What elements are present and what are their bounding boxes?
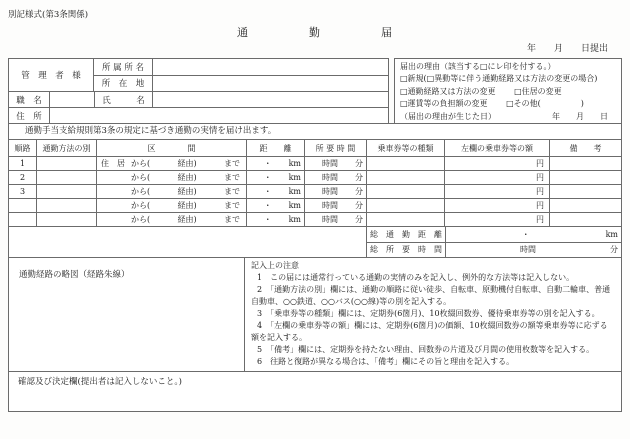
total-distance-unit: km (605, 229, 618, 239)
time-hours: 時間 (322, 159, 338, 168)
route-no: 2 (19, 173, 26, 182)
name-field[interactable] (152, 92, 388, 107)
distance-field[interactable] (246, 213, 304, 226)
notes-panel (244, 258, 621, 371)
table-row (9, 170, 621, 184)
time-field[interactable] (304, 157, 366, 170)
manager-label: 管 理 者 様 (9, 59, 94, 91)
submit-date-line: 年 月 日提出 (526, 44, 608, 54)
section-via: 経由) (177, 215, 197, 224)
total-time-label: 総 所 要 時 間 (370, 245, 442, 255)
name-label: 氏 名 (94, 92, 152, 107)
route-no (9, 213, 36, 226)
note-item: 5 「備考」欄には、定期券を持たない理由、回数券の片道及び月間の使用枚数等を記入する。 (257, 345, 595, 354)
total-distance-dot: ・ (521, 229, 530, 239)
confirmation-box[interactable] (9, 371, 621, 411)
header-fare: 左欄の乗車券等の額 (444, 140, 549, 156)
reason-option-fare-change[interactable]: □運賃等の負担額の変更 (400, 99, 488, 109)
section-via: 経由) (177, 173, 197, 182)
total-distance-label: 総 通 勤 距 離 (370, 229, 442, 239)
note-item: 6 往路と復路が異なる場合は、「備考」欄にその旨と理由を記入する。 (257, 357, 515, 366)
totals-rows (9, 226, 621, 257)
time-field[interactable] (304, 213, 366, 226)
remarks-field[interactable] (549, 213, 621, 226)
fare-field[interactable] (444, 213, 549, 226)
time-hours: 時間 (322, 201, 338, 210)
addressee-top-rows (9, 59, 388, 91)
remarks-field[interactable] (549, 157, 621, 170)
section-from: から( (131, 159, 151, 168)
table-row (9, 198, 621, 212)
distance-unit: km (288, 173, 301, 182)
reason-option-new[interactable]: □新規(□異動等に伴う通勤経路又は方法の変更の場合) (400, 74, 598, 84)
address-field[interactable] (49, 108, 388, 123)
reason-box (394, 58, 622, 124)
ticket-field[interactable] (366, 185, 444, 198)
remarks-field[interactable] (549, 185, 621, 198)
distance-unit: km (288, 201, 301, 210)
header-remarks: 備 考 (549, 140, 621, 156)
declaration-text: 通勤手当支給規則第3条の規定に基づき通勤の実情を届け出ます。 (25, 126, 277, 136)
method-field[interactable] (36, 185, 96, 198)
section-field[interactable] (96, 171, 246, 184)
route-no: 3 (19, 187, 26, 196)
main-table (8, 123, 622, 412)
method-field[interactable] (36, 171, 96, 184)
reason-occurred-label: （届出の理由が生じた日） (400, 111, 496, 121)
table-row (9, 184, 621, 198)
fare-field[interactable] (444, 199, 549, 212)
note-item: 1 この届には通常行っている通勤の実情のみを記入し、例外的な方法等は記入しない。 (257, 273, 575, 282)
table-row (9, 212, 621, 226)
section-to: まで (224, 201, 240, 210)
location-label: 所 在 地 (101, 79, 145, 90)
section-to: まで (224, 215, 240, 224)
note-item: 2 「通勤方法の別」欄には、通勤の順路に従い徒歩、自転車、原動機付自転車、自動二輪車、普通自動車、○○鉄道、○○バス(○○線)等の別を記入する。 (251, 285, 611, 306)
distance-field[interactable] (246, 199, 304, 212)
note-item: 4 「左欄の乗車券等の額」欄には、定期券(6箇月)の価額、10枚綴回数券の額等乗車券等に応ずる額を記入する。 (251, 321, 608, 342)
total-distance-row (367, 227, 621, 242)
table-header-row (9, 139, 621, 156)
form-title: 通 勤 届 (237, 26, 393, 39)
job-title-field[interactable] (49, 92, 94, 107)
top-block (8, 58, 622, 124)
distance-unit: km (288, 215, 301, 224)
reason-occurred-date: 年 月 日 (552, 111, 608, 121)
time-hours: 時間 (322, 173, 338, 182)
address-row (9, 107, 388, 123)
distance-dot: ・ (263, 173, 272, 182)
location-field[interactable] (152, 76, 388, 92)
location-row (94, 75, 388, 92)
job-title-label: 職 名 (16, 95, 42, 106)
fare-unit: 円 (536, 159, 544, 168)
method-field[interactable] (36, 213, 96, 226)
fare-field[interactable] (444, 171, 549, 184)
total-time-row (367, 242, 621, 258)
section-place: 住 居 (101, 159, 125, 168)
office-name-label: 所 属 所 名 (101, 62, 145, 73)
fare-unit: 円 (536, 173, 544, 182)
remarks-field[interactable] (549, 171, 621, 184)
totals-blank-area (9, 227, 366, 257)
time-minutes: 分 (355, 215, 363, 224)
reason-option-route-change[interactable]: □通勤経路又は方法の変更 (400, 86, 496, 96)
reason-option-residence-change[interactable]: □住居の変更 (514, 86, 562, 96)
method-field[interactable] (36, 157, 96, 170)
section-from: から( (131, 201, 151, 210)
section-field[interactable] (96, 185, 246, 198)
fare-field[interactable] (444, 157, 549, 170)
ticket-field[interactable] (366, 171, 444, 184)
fare-unit: 円 (536, 215, 544, 224)
distance-dot: ・ (263, 215, 272, 224)
section-from: から( (131, 187, 151, 196)
office-name-field[interactable] (152, 59, 388, 75)
header-route-no: 順路 (14, 143, 31, 153)
form-style-note: 別記様式(第3条関係) (8, 10, 89, 20)
confirmation-label: 確認及び決定欄(提出者は記入しないこと。) (18, 377, 182, 387)
table-row (9, 156, 621, 170)
route-no (9, 199, 36, 212)
section-to: まで (224, 173, 240, 182)
bottom-section (9, 257, 621, 371)
route-no: 1 (19, 159, 26, 168)
time-hours: 時間 (322, 187, 338, 196)
distance-field[interactable] (246, 171, 304, 184)
header-time: 所 要 時 間 (304, 140, 366, 156)
time-field[interactable] (304, 199, 366, 212)
section-field[interactable] (96, 213, 246, 226)
note-item: 3 「乗車券等の種類」欄には、定期券(6箇月)、10枚綴回数券、優待乗車券等の別を記入する。 (257, 309, 600, 318)
section-to: まで (224, 159, 240, 168)
header-section: 区 間 (96, 140, 246, 156)
reason-option-other[interactable]: □その他( ) (506, 99, 584, 109)
distance-dot: ・ (263, 159, 272, 168)
distance-field[interactable] (246, 185, 304, 198)
distance-field[interactable] (246, 157, 304, 170)
section-from: から( (131, 173, 151, 182)
section-field[interactable] (96, 199, 246, 212)
job-title-name-row (9, 91, 388, 107)
time-field[interactable] (304, 185, 366, 198)
header-ticket: 乗車券等の種類 (366, 140, 444, 156)
header-method: 通勤方法の別 (36, 140, 96, 156)
total-time-minutes: 分 (610, 245, 618, 255)
total-time-field[interactable] (445, 243, 621, 258)
section-via: 経由) (177, 187, 197, 196)
distance-unit: km (288, 159, 301, 168)
time-field[interactable] (304, 171, 366, 184)
time-minutes: 分 (355, 201, 363, 210)
total-time-hours: 時間 (520, 245, 536, 255)
fare-unit: 円 (536, 201, 544, 210)
time-minutes: 分 (355, 159, 363, 168)
ticket-field[interactable] (366, 157, 444, 170)
distance-unit: km (288, 187, 301, 196)
section-from: から( (131, 215, 151, 224)
remarks-field[interactable] (549, 199, 621, 212)
addressee-table (8, 58, 389, 124)
address-label: 住 所 (16, 111, 42, 122)
fare-field[interactable] (444, 185, 549, 198)
distance-dot: ・ (263, 187, 272, 196)
time-minutes: 分 (355, 173, 363, 182)
header-distance: 距 離 (246, 140, 304, 156)
total-distance-field[interactable] (445, 227, 621, 242)
notes-heading: 記入上の注意 (251, 261, 299, 270)
ticket-field[interactable] (366, 213, 444, 226)
section-field[interactable] (96, 157, 246, 170)
office-name-row (94, 59, 388, 75)
method-field[interactable] (36, 199, 96, 212)
ticket-field[interactable] (366, 199, 444, 212)
section-to: まで (224, 187, 240, 196)
route-map-panel[interactable] (9, 258, 244, 371)
fare-unit: 円 (536, 187, 544, 196)
section-via: 経由) (177, 159, 197, 168)
section-via: 経由) (177, 201, 197, 210)
time-minutes: 分 (355, 187, 363, 196)
distance-dot: ・ (263, 201, 272, 210)
time-hours: 時間 (322, 215, 338, 224)
reason-heading: 届出の理由（該当する□にレ印を付する。） (400, 62, 556, 71)
route-map-label: 通勤経路の略図（経路朱線） (19, 270, 130, 280)
